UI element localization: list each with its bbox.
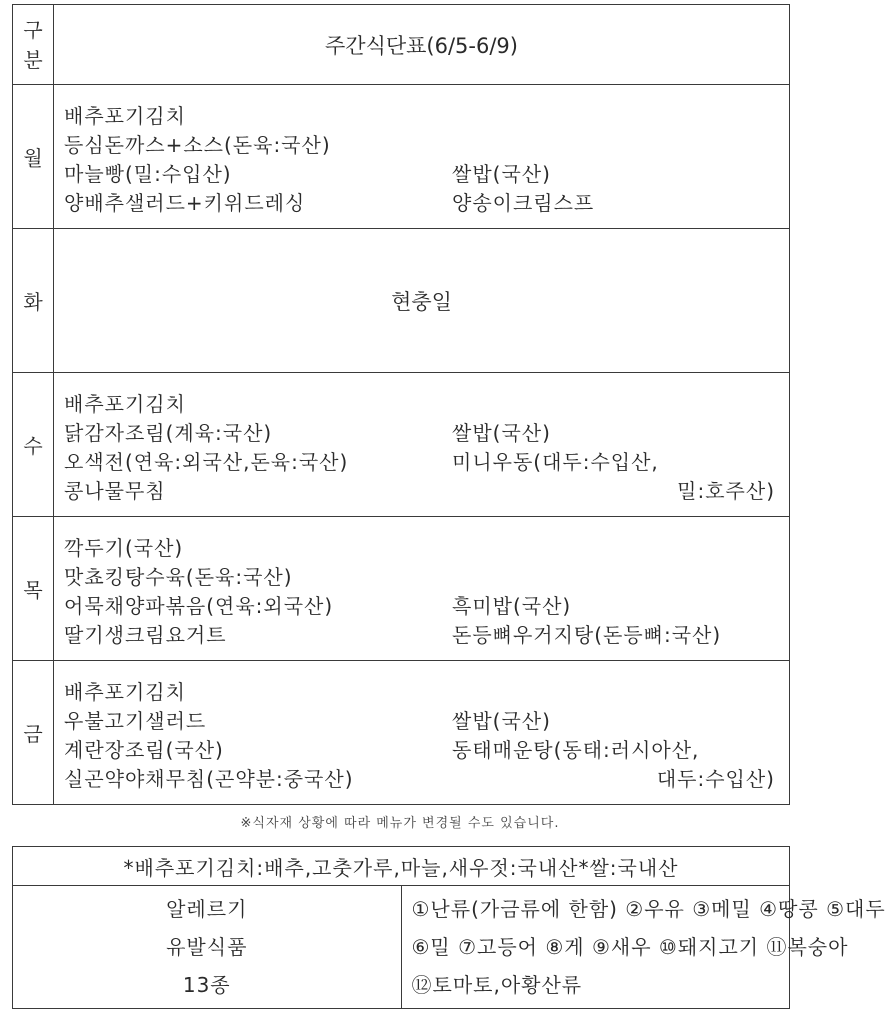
menu-line (64, 475, 789, 504)
menu-item: 양송이크림스프 (452, 190, 595, 215)
day-row-fri (13, 661, 790, 805)
day-row-wed (13, 373, 790, 517)
menu-line (64, 100, 789, 129)
menu-item: 맛쵸킹탕수육(돈육:국산) (64, 564, 293, 589)
menu-item: 돈등뼈우거지탕(돈등뼈:국산) (452, 622, 722, 647)
day-label-mon: 월 (13, 85, 54, 229)
menu-line (64, 619, 789, 648)
menu-item: 마늘빵(밀:수입산) (64, 161, 232, 186)
allergy-label-line: 알레르기 (166, 897, 248, 921)
day-label-wed: 수 (13, 373, 54, 517)
allergy-label-cell (13, 886, 402, 1009)
menu-item: 우불고기샐러드 (64, 708, 207, 733)
menu-item: 배추포기김치 (64, 103, 186, 128)
day-row-tue (13, 229, 790, 373)
day-row-mon (13, 85, 790, 229)
category-label-line1: 구 (23, 17, 43, 42)
menu-item: 실곤약야채무침(곤약분:중국산) (64, 766, 354, 791)
allergen-line: ⑥밀 ⑦고등어 ⑧게 ⑨새우 ⑩돼지고기 ⑪복숭아 (411, 935, 849, 959)
menu-item: 닭감자조림(계육:국산) (64, 420, 273, 445)
menu-line (64, 532, 789, 561)
allergy-label-line: 유발식품 (166, 935, 248, 959)
menu-item: 딸기생크림요거트 (64, 622, 227, 647)
allergen-line: ⑫토마토,아황산류 (411, 973, 583, 997)
menu-item: 동태매운탕(동태:러시아산, (452, 737, 700, 762)
weekly-menu-table (12, 4, 790, 805)
menu-cell-fri (54, 661, 790, 805)
allergy-list-cell (401, 886, 886, 1009)
menu-change-notice: ※식자재 상황에 따라 메뉴가 변경될 수도 있습니다. (240, 816, 560, 831)
menu-title: 주간식단표(6/5-6/9) (54, 5, 790, 85)
menu-line (64, 187, 789, 216)
holiday-label: 현충일 (54, 229, 790, 373)
menu-item: 배추포기김치 (64, 391, 186, 416)
allergen-line: ①난류(가금류에 한함) ②우유 ③메밀 ④땅콩 ⑤대두 (411, 897, 886, 921)
menu-line (64, 734, 789, 763)
menu-item: 양배추샐러드+키위드레싱 (64, 190, 306, 215)
menu-item: 대두:수입산) (656, 766, 775, 791)
menu-line (64, 158, 789, 187)
day-label-fri: 금 (13, 661, 54, 805)
menu-line (64, 446, 789, 475)
menu-item: 쌀밥(국산) (452, 161, 551, 186)
menu-line (64, 129, 789, 158)
menu-item: 어묵채양파볶음(연육:외국산) (64, 593, 334, 618)
day-label-tue: 화 (13, 229, 54, 373)
category-header-cell (13, 5, 54, 85)
menu-item: 오색전(연육:외국산,돈육:국산) (64, 449, 349, 474)
allergy-label-line: 13종 (182, 973, 231, 997)
menu-line (64, 705, 789, 734)
menu-line (64, 590, 789, 619)
menu-item: 배추포기김치 (64, 679, 186, 704)
menu-cell-mon (54, 85, 790, 229)
menu-cell-wed (54, 373, 790, 517)
menu-item: 미니우동(대두:수입산, (452, 449, 659, 474)
menu-item: 계란장조림(국산) (64, 737, 224, 762)
menu-item: 등심돈까스+소스(돈육:국산) (64, 132, 331, 157)
menu-line (64, 561, 789, 590)
menu-item: 밀:호주산) (677, 478, 775, 503)
category-label-line2: 분 (23, 47, 43, 72)
day-row-thu (13, 517, 790, 661)
menu-line (64, 676, 789, 705)
menu-line (64, 417, 789, 446)
menu-header-row (13, 5, 790, 85)
day-label-thu: 목 (13, 517, 54, 661)
menu-line (64, 763, 789, 792)
allergy-row (13, 886, 790, 1009)
menu-item: 콩나물무침 (64, 478, 166, 503)
menu-line (64, 388, 789, 417)
origin-info: *배추포기김치:배추,고춧가루,마늘,새우젓:국내산*쌀:국내산 (13, 847, 790, 886)
menu-item: 깍두기(국산) (64, 535, 184, 560)
menu-item: 쌀밥(국산) (452, 420, 551, 445)
menu-cell-thu (54, 517, 790, 661)
allergy-info-table (12, 846, 886, 1009)
menu-item: 흑미밥(국산) (452, 593, 572, 618)
menu-item: 쌀밥(국산) (452, 708, 551, 733)
origin-row (13, 847, 790, 886)
